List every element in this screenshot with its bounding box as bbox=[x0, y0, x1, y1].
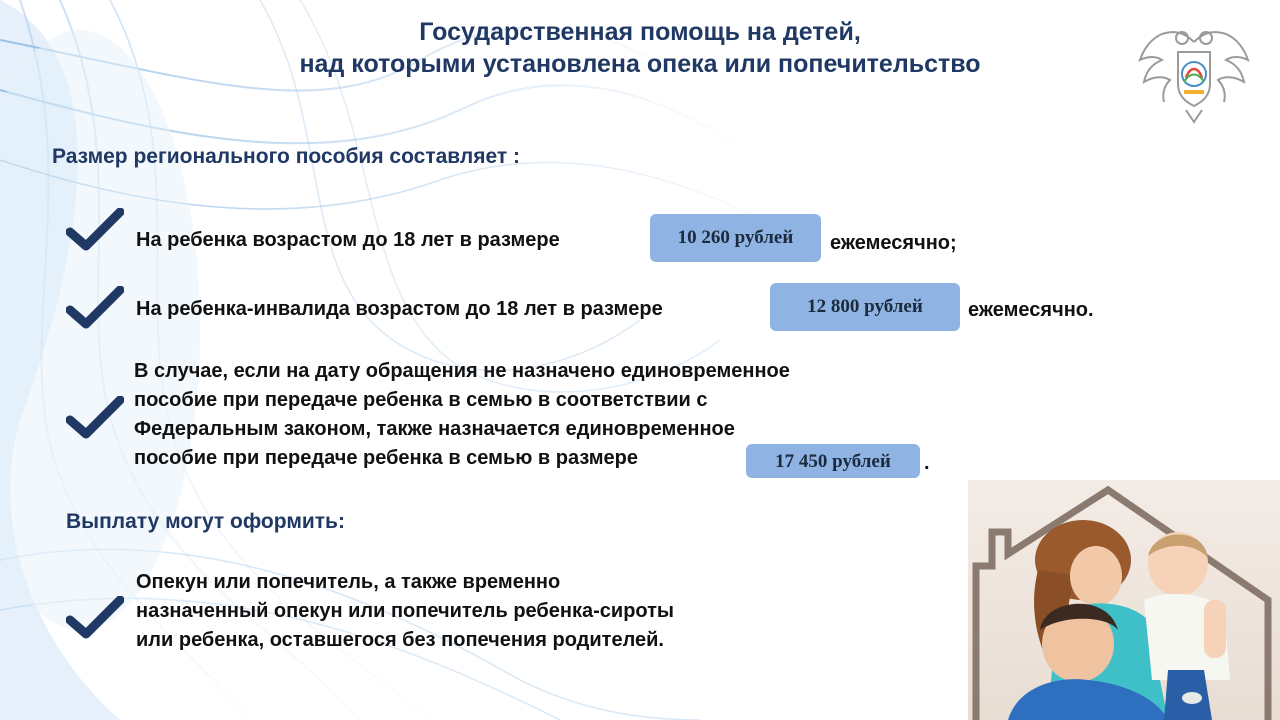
benefit-item-child-text: На ребенка возрастом до 18 лет в размере bbox=[136, 229, 560, 251]
amount-badge-child: 10 260 рублей bbox=[650, 214, 821, 262]
title-line-1: Государственная помощь на детей, bbox=[419, 18, 861, 46]
lump-sum-line-3: Федеральным законом, также назначается единовременное bbox=[134, 418, 735, 440]
lump-sum-line-4: пособие при передаче ребенка в семью в размере bbox=[134, 447, 639, 469]
page-title bbox=[180, 16, 1100, 80]
benefit-item-child-suffix: ежемесячно; bbox=[830, 232, 957, 254]
lump-sum-line-2: пособие при передаче ребенка в семью в соответствии с bbox=[134, 389, 708, 411]
checkmark-icon bbox=[66, 286, 124, 330]
amount-badge-disabled-child: 12 800 рублей bbox=[770, 283, 960, 331]
applicant-paragraph bbox=[136, 568, 674, 655]
applicant-line-1: Опекун или попечитель, а также временно bbox=[136, 571, 561, 593]
family-photo bbox=[968, 480, 1280, 720]
checkmark-icon bbox=[66, 396, 124, 440]
checkmark-icon bbox=[66, 596, 124, 640]
lump-sum-paragraph bbox=[134, 357, 790, 473]
section-heading-who-can-apply: Выплату могут оформить: bbox=[66, 510, 345, 533]
checkmark-icon bbox=[66, 208, 124, 252]
family-in-house-illustration bbox=[968, 480, 1280, 720]
eagle-emblem-icon bbox=[1134, 22, 1254, 128]
applicant-line-3: или ребенка, оставшегося без попечения родителей. bbox=[136, 629, 664, 651]
section-heading-benefit-size: Размер регионального пособия составляет : bbox=[52, 145, 521, 168]
benefit-item-disabled-child-text: На ребенка-инвалида возрастом до 18 лет в размере bbox=[136, 298, 663, 320]
lump-sum-suffix: . bbox=[924, 452, 930, 474]
applicant-line-2: назначенный опекун или попечитель ребенка-сироты bbox=[136, 600, 674, 622]
benefit-item-disabled-child-suffix: ежемесячно. bbox=[968, 299, 1094, 321]
amount-badge-lump-sum: 17 450 рублей bbox=[746, 444, 920, 478]
title-line-2: над которыми установлена опека или попечительство bbox=[299, 50, 981, 78]
lump-sum-line-1: В случае, если на дату обращения не назначено единовременное bbox=[134, 360, 790, 382]
